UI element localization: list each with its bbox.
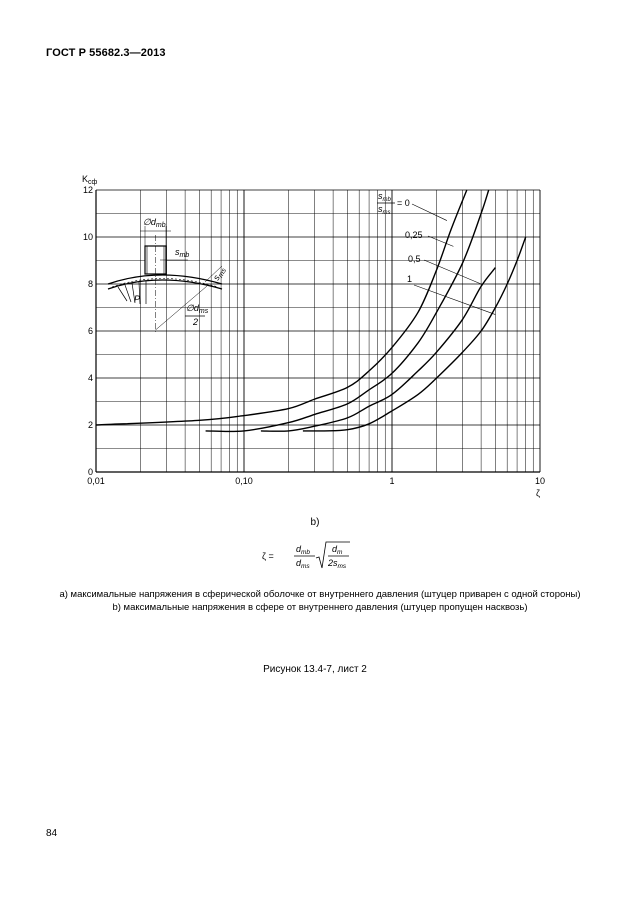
x-tick-label: 1: [389, 476, 395, 486]
inset-d-mb-label: $\emptyset d_{mb}$: [143, 217, 166, 229]
x-tick-label: 10: [534, 476, 546, 486]
document-header: ГОСТ Р 55682.3—2013: [46, 47, 166, 59]
svg-text:sms: $s_{ms}$: [378, 204, 391, 216]
note-a: а) максимальные напряжения в сферической оболочке от внутреннего давления (штуцер приварен с одной стороны): [59, 589, 581, 600]
svg-text:ζ =: ζ =: [262, 551, 274, 561]
svg-text:dm: $d_m$: [332, 544, 343, 556]
series-leader-line: [414, 285, 495, 315]
inset-s-ms-label: $s_{ms}$: [210, 267, 229, 282]
series-label: 1: [407, 274, 413, 284]
y-tick-label: 12: [82, 185, 93, 195]
page-number: 84: [46, 828, 58, 839]
figure-sublabel: b): [310, 517, 320, 528]
y-tick-label: 0: [87, 467, 93, 477]
series-line-0-25: [206, 190, 489, 431]
series-line-1: [303, 237, 526, 431]
y-axis-label: $K_{сф}$: [82, 174, 98, 186]
x-tick-label: 0,01: [87, 476, 105, 486]
chart-grid: [96, 190, 540, 472]
y-tick-label: 10: [82, 232, 93, 242]
legend-header: [377, 191, 410, 216]
svg-text:smb: $s_{mb}$: [378, 191, 391, 203]
inset-d-ms-label: $\emptyset d_{ms}$: [186, 303, 209, 315]
inset-d-ms-den: 2: [193, 317, 199, 327]
inset-pressure-label: P: [134, 294, 141, 304]
chart-series-labels: [405, 204, 495, 315]
zeta-formula: [0, 538, 630, 574]
svg-text:= 0: = 0: [397, 198, 410, 208]
svg-text:dmb: $d_{mb}$: [296, 544, 311, 556]
figure-caption: Рисунок 13.4-7, лист 2: [263, 664, 367, 675]
legend-header-leader-line: [412, 204, 447, 221]
y-tick-label: 4: [87, 373, 93, 383]
note-b: b) максимальные напряжения в сфере от внутреннего давления (штуцер пропущен насквозь): [112, 602, 528, 613]
svg-text:dms: $d_{ms}$: [296, 558, 310, 570]
y-tick-label: 8: [87, 279, 93, 289]
nozzle-sketch: [108, 226, 222, 334]
inset-s-mb-label: $s_{mb}$: [175, 247, 190, 259]
y-tick-label: 2: [87, 420, 93, 430]
series-leader-line: [428, 236, 453, 246]
x-axis-label: ζ: [536, 488, 540, 498]
figure-notes: [50, 588, 590, 614]
series-label: 0,25: [405, 230, 423, 240]
svg-text:2sms: $2s_{ms}$: [328, 558, 347, 570]
x-tick-label: 0,10: [235, 476, 253, 486]
series-label: 0,5: [408, 254, 421, 264]
y-tick-label: 6: [87, 326, 93, 336]
